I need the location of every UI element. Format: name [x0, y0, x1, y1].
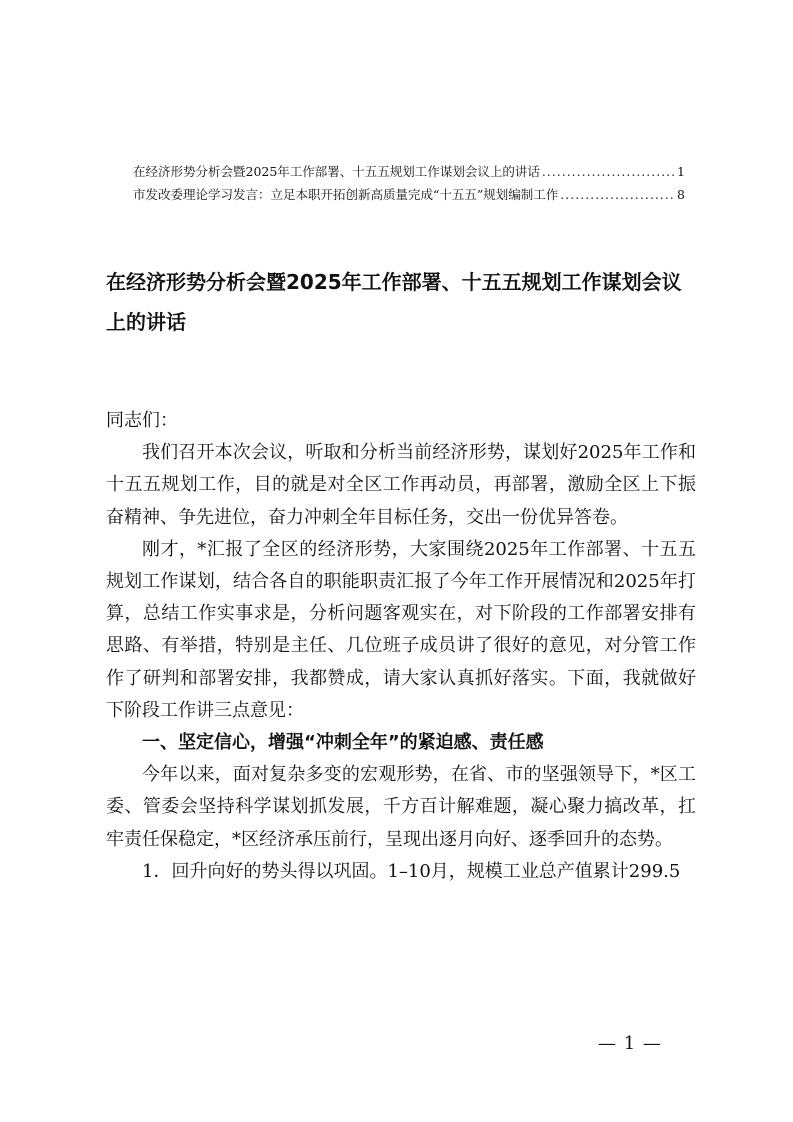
toc-entry-page[interactable]: 8	[677, 187, 685, 202]
table-of-contents	[133, 160, 685, 206]
body-paragraph: 刚才，*汇报了全区的经济形势，大家围绕2025年工作部署、十五五规划工作谋划，结合各自的职能职责汇报了今年工作开展情况和2025年打算，总结工作实事求是，分析问题客观实在，对下阶段的工作部署安排有思路、有举措，特别是主任、几位班子成员讲了很好的意见，对分管工作作了研判和部署安排，我都赞成，请大家认真抓好落实。下面，我就做好下阶段工作讲三点意见：	[106, 538, 696, 721]
document-body	[106, 405, 696, 888]
toc-entry-page[interactable]: 1	[677, 164, 685, 179]
salutation: 同志们：	[106, 410, 178, 431]
toc-entry-title[interactable]: 市发改委理论学习发言：立足本职开拓创新高质量完成“十五五”规划编制工作	[133, 187, 559, 202]
body-paragraph: 1．回升向好的势头得以巩固。1–10月，规模工业总产值累计299.5	[142, 860, 681, 882]
toc-leader-dots	[542, 160, 675, 183]
toc-leader-dots	[560, 183, 675, 206]
toc-entry[interactable]	[133, 183, 685, 206]
page-number: — 1 —	[598, 1033, 662, 1054]
section-heading: 一、坚定信心，增强“冲刺全年”的紧迫感、责任感	[142, 732, 544, 754]
toc-entry-title[interactable]: 在经济形势分析会暨2025年工作部署、十五五规划工作谋划会议上的讲话	[133, 164, 540, 179]
toc-entry[interactable]	[133, 160, 685, 183]
body-paragraph: 今年以来，面对复杂多变的宏观形势，在省、市的坚强领导下，*区工委、管委会坚持科学谋划抓发展，千方百计解难题，凝心聚力搞改革，扛牢责任保稳定，*区经济承压前行，呈现出逐月向好、逐季回升的态势。	[106, 764, 696, 850]
document-title: 在经济形势分析会暨2025年工作部署、十五五规划工作谋划会议上的讲话	[106, 270, 682, 334]
body-paragraph: 我们召开本次会议，听取和分析当前经济形势，谋划好2025年工作和十五五规划工作，目的就是对全区工作再动员，再部署，激励全区上下振奋精神、争先进位，奋力冲刺全年目标任务，交出一份优异答卷。	[106, 442, 696, 528]
